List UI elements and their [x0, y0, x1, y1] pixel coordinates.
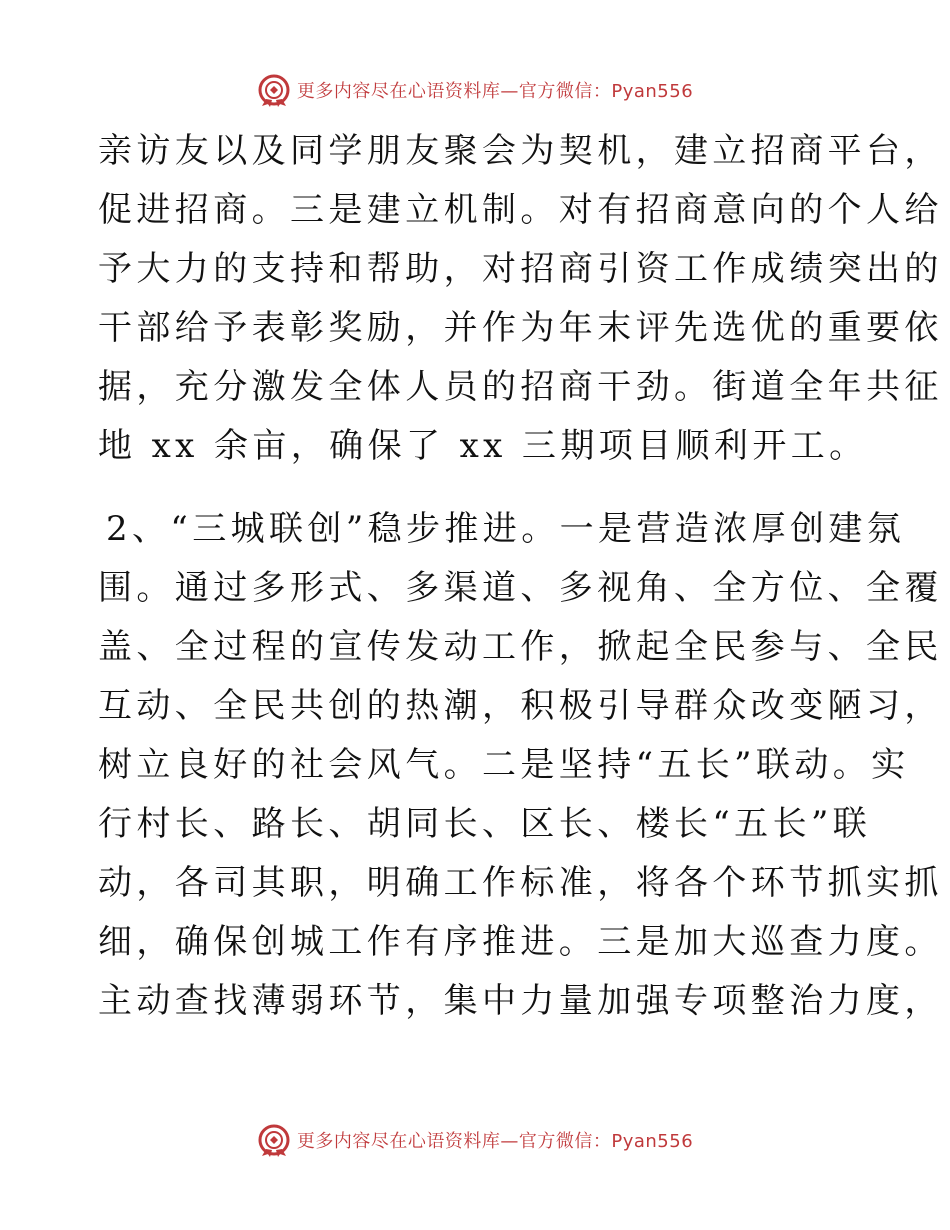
paragraph-2-line-2: 围。通过多形式、多渠道、多视角、全方位、全覆	[98, 568, 943, 608]
paragraph-1-line-1: 亲访友以及同学朋友聚会为契机，建立招商平台，	[98, 131, 943, 171]
ribbon-seal-icon	[257, 1123, 291, 1157]
footer-banner-label: 更多内容尽在心语资料库—官方微信：	[296, 1131, 612, 1152]
header-wechat-id: Pyan556	[611, 81, 694, 102]
paragraph-1	[98, 122, 943, 476]
header-banner-text	[297, 77, 693, 103]
footer-wechat-id: Pyan556	[611, 1131, 694, 1152]
paragraph-2-line-4: 互动、全民共创的热潮，积极引导群众改变陋习，	[98, 686, 943, 726]
paragraph-2-line-5: 树立良好的社会风气。二是坚持“五长”联动。实	[98, 745, 910, 785]
paragraph-2-line-1: 2、“三城联创”稳步推进。一是营造浓厚创建氛	[106, 509, 906, 549]
footer-banner-text	[297, 1127, 693, 1153]
paragraph-2-line-6: 行村长、路长、胡同长、区长、楼长“五长”联	[98, 804, 872, 844]
footer-banner-inner	[257, 1123, 693, 1157]
paragraph-2-line-7: 动，各司其职，明确工作标准，将各个环节抓实抓	[98, 863, 943, 903]
paragraph-1-line-4: 干部给予表彰奖励，并作为年末评先选优的重要依	[98, 308, 943, 348]
footer-banner	[0, 1122, 950, 1158]
paragraph-2-line-9: 主动查找薄弱环节，集中力量加强专项整治力度，	[98, 981, 943, 1021]
paragraph-2-line-8: 细，确保创城工作有序推进。三是加大巡查力度。	[98, 922, 943, 962]
paragraph-2-line-3: 盖、全过程的宣传发动工作，掀起全民参与、全民	[98, 627, 943, 667]
ribbon-seal-icon	[257, 73, 291, 107]
header-banner-label: 更多内容尽在心语资料库—官方微信：	[296, 81, 612, 102]
paragraph-2	[98, 500, 943, 1031]
header-banner	[0, 72, 950, 108]
paragraph-1-line-2: 促进招商。三是建立机制。对有招商意向的个人给	[98, 190, 943, 230]
paragraph-1-line-6: 地 xx 余亩，确保了 xx 三期项目顺利开工。	[98, 426, 868, 466]
paragraph-1-line-5: 据，充分激发全体人员的招商干劲。街道全年共征	[98, 367, 943, 407]
paragraph-1-line-3: 予大力的支持和帮助，对招商引资工作成绩突出的	[98, 249, 943, 289]
document-body	[98, 122, 943, 1031]
header-banner-inner	[257, 73, 693, 107]
